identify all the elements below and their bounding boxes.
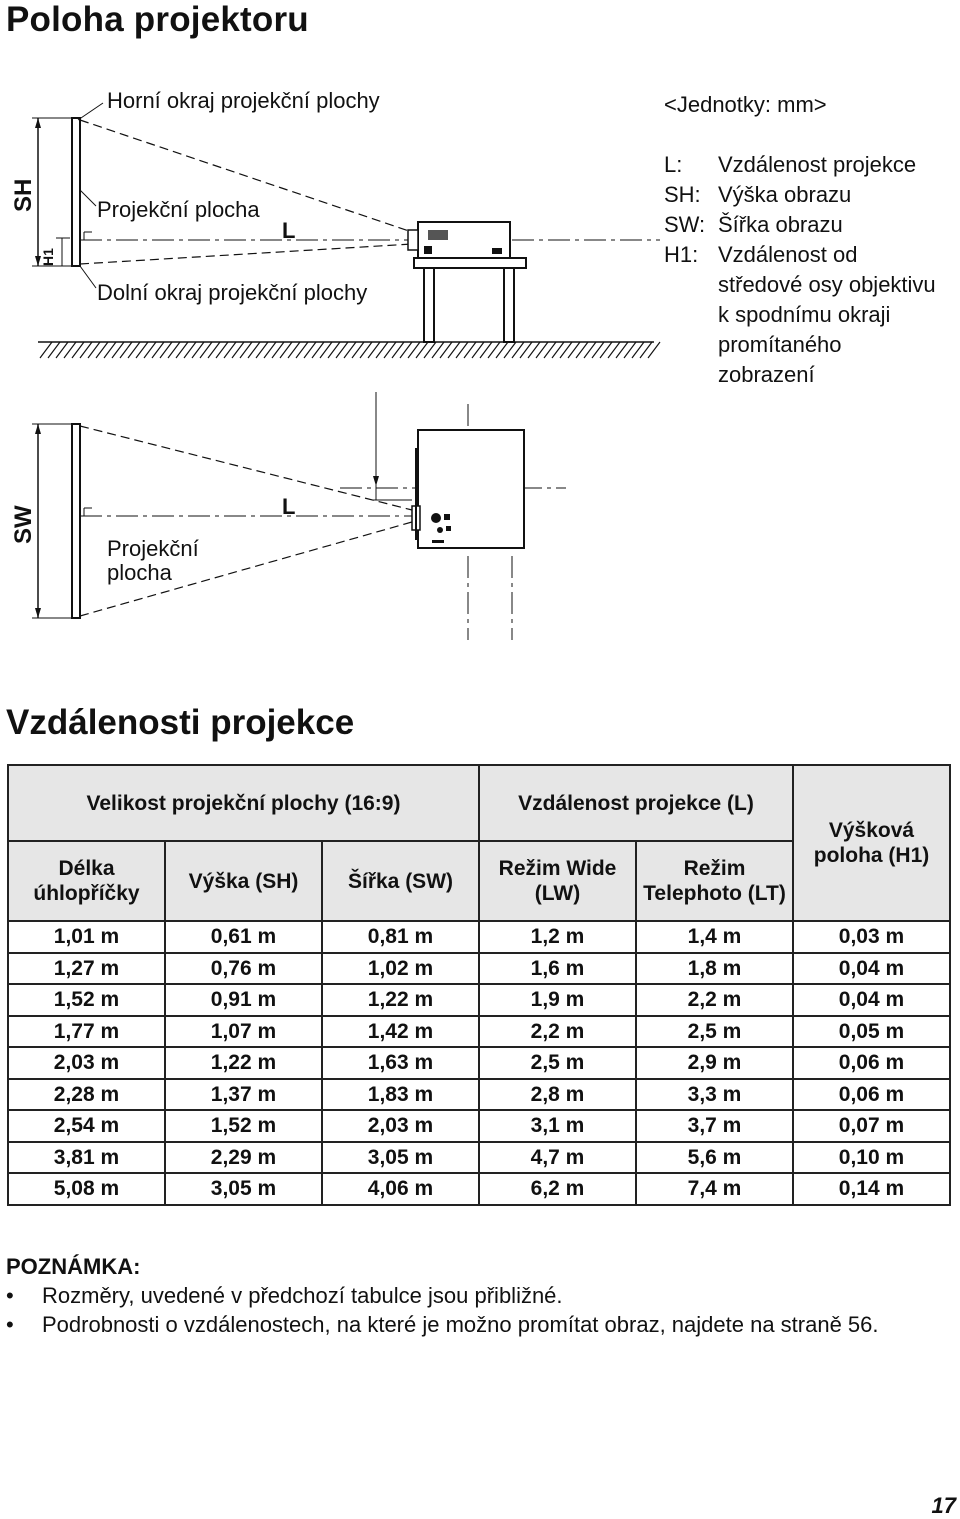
table-row — [8, 1047, 950, 1079]
table-cell: 0,61 m — [165, 921, 322, 953]
table-cell: 2,5 m — [479, 1047, 636, 1079]
table-cell: 4,7 m — [479, 1142, 636, 1174]
table-cell: 4,06 m — [322, 1173, 479, 1205]
header-screen-size: Velikost projekční plochy (16:9) — [8, 765, 479, 841]
table-cell: 1,6 m — [479, 953, 636, 985]
distance-label-side: L — [282, 218, 296, 243]
table-row — [8, 921, 950, 953]
table-cell: 1,63 m — [322, 1047, 479, 1079]
table-cell: 1,02 m — [322, 953, 479, 985]
table-cell: 1,83 m — [322, 1079, 479, 1111]
header-vertical: Výšková poloha (H1) — [793, 765, 950, 921]
legend — [664, 150, 960, 390]
header-distance: Vzdálenost projekce (L) — [479, 765, 793, 841]
table-cell: 2,03 m — [322, 1110, 479, 1142]
table-cell: 1,9 m — [479, 984, 636, 1016]
table-cell: 0,04 m — [793, 984, 950, 1016]
table-cell: 1,4 m — [636, 921, 793, 953]
table-cell: 0,04 m — [793, 953, 950, 985]
table-row — [8, 984, 950, 1016]
table-cell: 1,52 m — [8, 984, 165, 1016]
legend-item: L: Vzdálenost projekce — [664, 152, 917, 177]
table-cell: 1,27 m — [8, 953, 165, 985]
page-number: 17 — [931, 1493, 956, 1518]
table-cell: 1,01 m — [8, 921, 165, 953]
note-title: POZNÁMKA: — [6, 1254, 141, 1279]
table-row — [8, 953, 950, 985]
note — [6, 1252, 956, 1339]
table-cell: 0,07 m — [793, 1110, 950, 1142]
table-cell: 1,22 m — [322, 984, 479, 1016]
legend-item: SH: Výška obrazu — [664, 182, 852, 207]
header-width: Šířka (SW) — [322, 841, 479, 921]
screen-label-top-line1: Projekční — [107, 536, 199, 561]
bottom-edge-label: Dolní okraj projekční plochy — [97, 280, 368, 305]
note-item: • Rozměry, uvedené v předchozí tabulce jsou přibližné. — [6, 1281, 956, 1310]
table-cell: 6,2 m — [479, 1173, 636, 1205]
table-cell: 0,03 m — [793, 921, 950, 953]
table-row — [8, 1110, 950, 1142]
page-title: Poloha projektoru — [6, 0, 309, 39]
table-cell: 3,81 m — [8, 1142, 165, 1174]
table-row — [8, 1079, 950, 1111]
table-cell: 2,54 m — [8, 1110, 165, 1142]
table-row — [8, 1016, 950, 1048]
units-label: <Jednotky: mm> — [664, 92, 827, 117]
table-cell: 1,8 m — [636, 953, 793, 985]
table-cell: 2,28 m — [8, 1079, 165, 1111]
section-title: Vzdálenosti projekce — [6, 703, 355, 742]
h1-label: H1 — [40, 248, 56, 266]
table-cell: 2,29 m — [165, 1142, 322, 1174]
table-cell: 1,42 m — [322, 1016, 479, 1048]
note-item: • Podrobnosti o vzdálenostech, na které je možno promítat obraz, najdete na straně 56. — [6, 1310, 956, 1339]
legend-item: SW: Šířka obrazu — [664, 212, 843, 237]
table-cell: 0,05 m — [793, 1016, 950, 1048]
table-cell: 3,05 m — [322, 1142, 479, 1174]
table-cell: 0,14 m — [793, 1173, 950, 1205]
table-cell: 1,2 m — [479, 921, 636, 953]
header-wide: Režim Wide (LW) — [479, 841, 636, 921]
legend-item: H1: Vzdálenost od středové osy objektivu k spodnímu okraji promítaného zobrazení — [664, 242, 936, 387]
top-edge-label: Horní okraj projekční plochy — [107, 88, 380, 113]
table-cell: 1,77 m — [8, 1016, 165, 1048]
table-cell: 2,03 m — [8, 1047, 165, 1079]
table-cell: 1,52 m — [165, 1110, 322, 1142]
table-cell: 2,5 m — [636, 1016, 793, 1048]
table-cell: 0,76 m — [165, 953, 322, 985]
header-height: Výška (SH) — [165, 841, 322, 921]
table-cell: 0,06 m — [793, 1047, 950, 1079]
projection-distance-table — [7, 764, 951, 1206]
table-row — [8, 1173, 950, 1205]
table-cell: 5,08 m — [8, 1173, 165, 1205]
table-row — [8, 1142, 950, 1174]
header-tele: Režim Telephoto (LT) — [636, 841, 793, 921]
table-cell: 2,8 m — [479, 1079, 636, 1111]
table-cell: 2,2 m — [636, 984, 793, 1016]
sh-label: SH — [10, 178, 37, 212]
table-cell: 7,4 m — [636, 1173, 793, 1205]
table-cell: 2,2 m — [479, 1016, 636, 1048]
table-cell: 0,81 m — [322, 921, 479, 953]
table-cell: 1,07 m — [165, 1016, 322, 1048]
table-cell: 1,22 m — [165, 1047, 322, 1079]
table-cell: 3,3 m — [636, 1079, 793, 1111]
sw-label: SW — [10, 505, 37, 544]
screen-label: Projekční plocha — [97, 197, 260, 222]
table-cell: 5,6 m — [636, 1142, 793, 1174]
table-cell: 3,05 m — [165, 1173, 322, 1205]
header-diagonal: Délka úhlopříčky — [8, 841, 165, 921]
table-cell: 3,7 m — [636, 1110, 793, 1142]
table-cell: 0,06 m — [793, 1079, 950, 1111]
screen-label-top-line2: plocha — [107, 560, 172, 585]
table-cell: 3,1 m — [479, 1110, 636, 1142]
distance-label-top: L — [282, 494, 296, 519]
table-cell: 1,37 m — [165, 1079, 322, 1111]
table-cell: 2,9 m — [636, 1047, 793, 1079]
table-cell: 0,91 m — [165, 984, 322, 1016]
table-cell: 0,10 m — [793, 1142, 950, 1174]
